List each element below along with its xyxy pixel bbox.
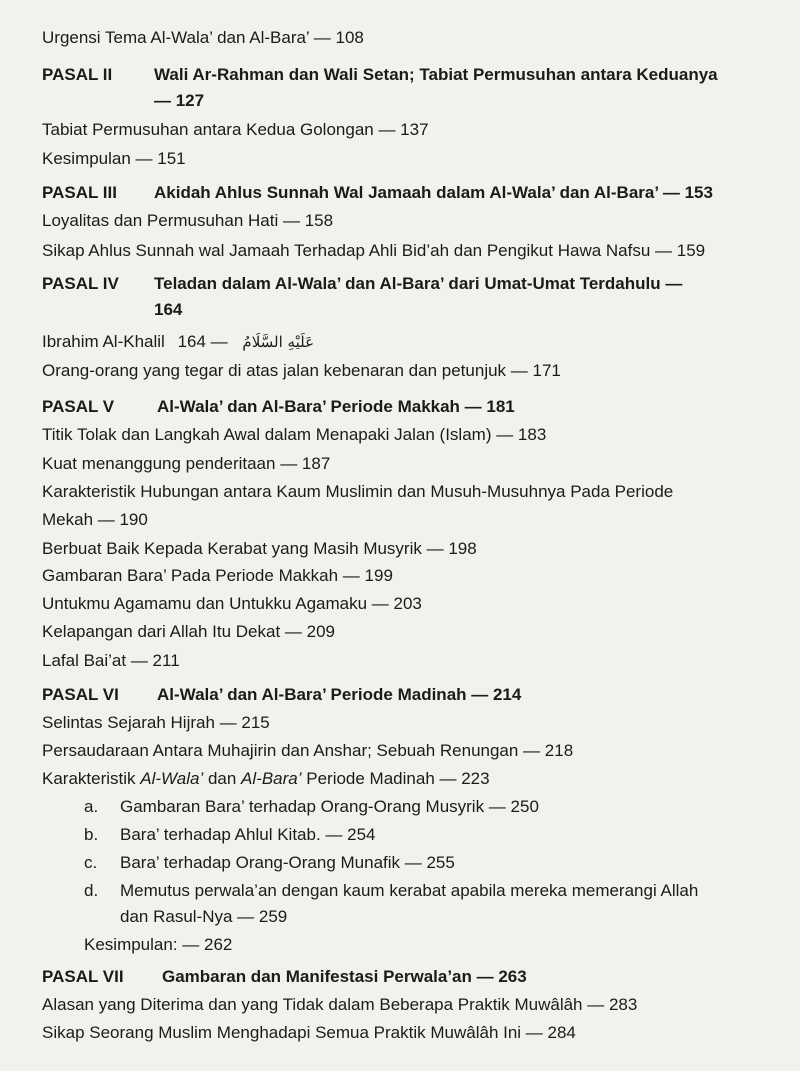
- chapter-title: Al-Wala’ dan Al-Bara’ Periode Madinah — 214: [157, 685, 522, 704]
- entry-text: Ibrahim Al-Khalil: [42, 332, 165, 351]
- toc-entry: Tabiat Permusuhan antara Kedua Golongan — 137: [42, 120, 429, 139]
- chapter-label: PASAL II: [42, 65, 113, 84]
- toc-entry-continued: Mekah — 190: [42, 510, 148, 529]
- chapter-title: Wali Ar-Rahman dan Wali Setan; Tabiat Permusuhan antara Keduanya: [154, 65, 718, 84]
- toc-entry: [42, 768, 490, 790]
- toc-entry: Sikap Ahlus Sunnah wal Jamaah Terhadap Ahli Bid’ah dan Pengikut Hawa Nafsu — 159: [42, 241, 706, 260]
- toc-entry: Kelapangan dari Allah Itu Dekat — 209: [42, 622, 335, 641]
- toc-entry: Kesimpulan — 151: [42, 149, 186, 168]
- entry-text: Karakteristik: [42, 769, 141, 788]
- chapter-heading-pasal-2: [42, 64, 782, 112]
- chapter-label: PASAL VII: [42, 967, 124, 986]
- toc-entry: Lafal Bai’at — 211: [42, 651, 180, 670]
- chapter-label: PASAL V: [42, 397, 115, 416]
- sub-entry-text: Bara’ terhadap Ahlul Kitab. — 254: [120, 825, 376, 844]
- sub-entry-letter: b.: [84, 825, 99, 844]
- toc-entry: Kesimpulan: — 262: [84, 935, 233, 954]
- toc-entry: Loyalitas dan Permusuhan Hati — 158: [42, 211, 334, 230]
- toc-entry: Berbuat Baik Kepada Kerabat yang Masih Musyrik — 198: [42, 539, 477, 558]
- chapter-label: PASAL IV: [42, 274, 119, 293]
- sub-entry-letter: c.: [84, 853, 98, 872]
- toc-entry: Titik Tolak dan Langkah Awal dalam Menapaki Jalan (Islam) — 183: [42, 425, 547, 444]
- chapter-heading-pasal-4: [42, 273, 782, 321]
- sub-entry-text: Gambaran Bara’ terhadap Orang-Orang Musyrik — 250: [120, 797, 539, 816]
- toc-entry: Kuat menanggung penderitaan — 187: [42, 454, 331, 473]
- chapter-title: Gambaran dan Manifestasi Perwala’an — 263: [162, 967, 527, 986]
- honorific-glyph: عَلَيْهِ السَّلَامُ: [242, 333, 315, 351]
- entry-text: Periode Madinah — 223: [301, 769, 490, 788]
- chapter-title: Teladan dalam Al-Wala’ dan Al-Bara’ dari Umat-Umat Terdahulu —: [154, 274, 683, 293]
- toc-entry: Gambaran Bara’ Pada Periode Makkah — 199: [42, 566, 393, 585]
- toc-entry: Untukmu Agamamu dan Untukku Agamaku — 203: [42, 594, 422, 613]
- toc-entry: Orang-orang yang tegar di atas jalan kebenaran dan petunjuk — 171: [42, 361, 561, 380]
- toc-entry: Persaudaraan Antara Muhajirin dan Anshar; Sebuah Renungan — 218: [42, 741, 574, 760]
- sub-entry-text: Bara’ terhadap Orang-Orang Munafik — 255: [120, 853, 455, 872]
- entry-text: dan: [203, 769, 242, 788]
- sub-entry-letter: d.: [84, 881, 99, 900]
- toc-entry: [42, 331, 314, 353]
- chapter-title: Akidah Ahlus Sunnah Wal Jamaah dalam Al-Wala’ dan Al-Bara’ — 153: [154, 183, 713, 202]
- chapter-label: PASAL VI: [42, 685, 119, 704]
- chapter-title-continued: — 127: [154, 91, 205, 110]
- chapter-title-continued: 164: [154, 300, 183, 319]
- toc-entry: Sikap Seorang Muslim Menghadapi Semua Praktik Muwâlâh Ini — 284: [42, 1023, 576, 1042]
- toc-entry: Alasan yang Diterima dan yang Tidak dalam Beberapa Praktik Muwâlâh — 283: [42, 995, 638, 1014]
- toc-sub-entry-continued: dan Rasul-Nya — 259: [120, 907, 288, 926]
- toc-entry: Selintas Sejarah Hijrah — 215: [42, 713, 270, 732]
- toc-entry: Urgensi Tema Al-Wala’ dan Al-Bara’ — 108: [42, 28, 364, 47]
- entry-text-italic: Al-Wala’: [140, 769, 204, 788]
- chapter-label: PASAL III: [42, 183, 117, 202]
- sub-entry-letter: a.: [84, 797, 99, 816]
- toc-entry: Karakteristik Hubungan antara Kaum Muslimin dan Musuh-Musuhnya Pada Periode: [42, 482, 674, 501]
- sub-entry-text: Memutus perwala’an dengan kaum kerabat apabila mereka memerangi Allah: [120, 881, 699, 900]
- entry-page: — 164: [177, 332, 228, 351]
- chapter-title: Al-Wala’ dan Al-Bara’ Periode Makkah — 181: [157, 397, 515, 416]
- entry-text-italic: Al-Bara’: [241, 769, 302, 788]
